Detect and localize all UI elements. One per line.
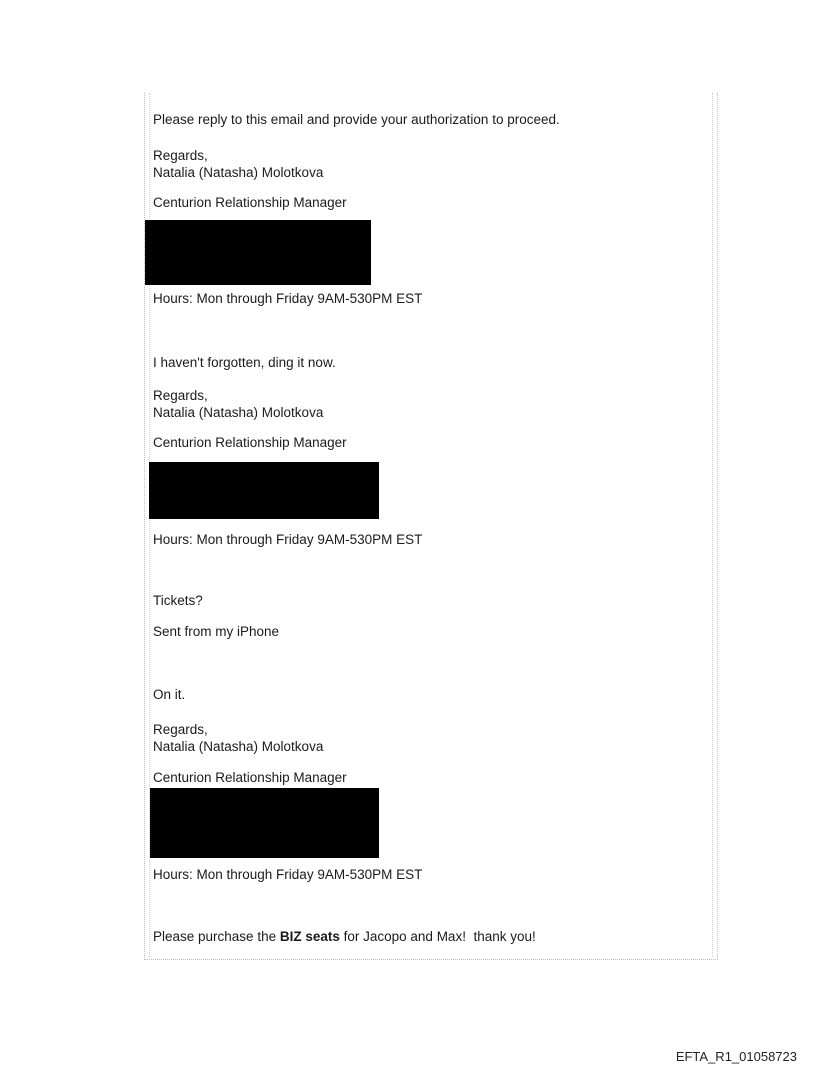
office-hours: Hours: Mon through Friday 9AM-530PM EST bbox=[153, 867, 423, 882]
office-hours: Hours: Mon through Friday 9AM-530PM EST bbox=[153, 291, 423, 306]
redaction-box bbox=[145, 220, 371, 285]
sent-from-iphone: Sent from my iPhone bbox=[153, 624, 280, 639]
signature-block bbox=[153, 147, 707, 181]
message-body bbox=[153, 928, 707, 945]
office-hours: Hours: Mon through Friday 9AM-530PM EST bbox=[153, 532, 423, 547]
sender-name: Natalia (Natasha) Molotkova bbox=[153, 739, 324, 754]
signature-block bbox=[153, 721, 707, 755]
signature-closing: Regards, bbox=[153, 388, 208, 403]
message-body: Please reply to this email and provide your authorization to proceed. bbox=[153, 112, 560, 127]
bates-number: EFTA_R1_01058723 bbox=[675, 1049, 797, 1064]
email-thread-container bbox=[144, 93, 718, 960]
signature-closing: Regards, bbox=[153, 148, 208, 163]
redaction-box bbox=[150, 788, 379, 858]
body-text-bold: BIZ seats bbox=[279, 929, 340, 944]
body-text: Please purchase the bbox=[153, 929, 280, 944]
signature-block bbox=[153, 387, 707, 421]
message-body: Tickets? bbox=[153, 593, 203, 608]
sender-title: Centurion Relationship Manager bbox=[153, 770, 347, 785]
sender-name: Natalia (Natasha) Molotkova bbox=[153, 165, 324, 180]
sender-name: Natalia (Natasha) Molotkova bbox=[153, 405, 324, 420]
sender-title: Centurion Relationship Manager bbox=[153, 195, 347, 210]
redaction-box bbox=[149, 462, 379, 519]
message-body: On it. bbox=[153, 687, 186, 702]
message-body: I haven't forgotten, ding it now. bbox=[153, 355, 336, 370]
body-text: for Jacopo and Max! thank you! bbox=[339, 929, 536, 944]
signature-closing: Regards, bbox=[153, 722, 208, 737]
sender-title: Centurion Relationship Manager bbox=[153, 435, 347, 450]
